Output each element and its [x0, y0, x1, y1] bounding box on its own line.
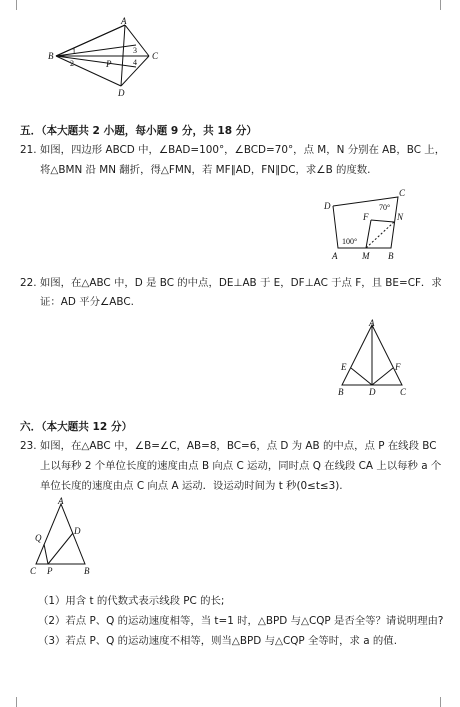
figure-q22 [334, 318, 414, 398]
corner-mark-top-left [6, 0, 17, 10]
q22-line-2: 证：AD 平分∠ABC. [40, 296, 134, 308]
q23-label-d: D [74, 526, 81, 536]
figure-q23 [28, 496, 98, 576]
q22-line-1: 22. 如图，在△ABC 中，D 是 BC 的中点，DE⊥AB 于 E，DF⊥AC 于点 F，且 BE=CF．求 [20, 277, 442, 289]
corner-mark-bottom-right [440, 697, 451, 707]
q23-line-3: 单位长度的速度由点 C 向点 A 运动．设运动时间为 t 秒(0≤t≤3). [40, 480, 343, 492]
figure-q21 [318, 186, 412, 262]
label-angle-3: 3 [133, 46, 137, 55]
q22-label-a: A [369, 318, 375, 328]
q21-label-c: C [399, 188, 406, 198]
label-p: P [106, 59, 112, 69]
label-d: D [118, 88, 125, 96]
label-angle-4: 4 [133, 58, 137, 67]
label-a: A [121, 16, 127, 26]
q23-label-q: Q [35, 533, 42, 543]
q23-line-1: 23. 如图，在△ABC 中，∠B=∠C，AB=8，BC=6，点 D 为 AB 的中点，点 P 在线段 BC [20, 440, 437, 452]
q21-label-m: M [362, 251, 370, 261]
q23-label-c: C [30, 566, 37, 576]
q21-angle-70: 70° [379, 203, 391, 212]
q21-label-d: D [324, 201, 331, 211]
q23-label-b: B [84, 566, 90, 576]
section-5-title: 五．（本大题共 2 小题，每小题 9 分，共 18 分） [20, 125, 257, 137]
q22-label-c: C [400, 387, 407, 397]
q21-line-2: 将△BMN 沿 MN 翻折，得△FMN，若 MF∥AD，FN∥DC，求∠B 的度数. [40, 164, 371, 176]
q21-line-1: 21. 如图，四边形 ABCD 中，∠BAD=100°，∠BCD=70°，点 M，N 分别在 AB，BC 上， [20, 144, 446, 156]
q22-label-d: D [369, 387, 376, 397]
corner-mark-top-right [440, 0, 451, 10]
label-b: B [48, 51, 54, 61]
q21-label-n: N [397, 212, 404, 222]
q22-label-f: F [395, 362, 401, 372]
label-c: C [152, 51, 159, 61]
q22-label-b: B [338, 387, 344, 397]
label-angle-2: 2 [70, 59, 74, 68]
q23-label-a: A [58, 496, 64, 506]
section-6-title: 六．（本大题共 12 分） [20, 421, 133, 433]
q21-label-a: A [332, 251, 338, 261]
figure-quadrilateral-abcd [48, 16, 168, 96]
q23-label-p: P [47, 566, 53, 576]
q21-angle-100: 100° [342, 237, 358, 246]
q21-label-f: F [363, 212, 369, 222]
q21-label-b: B [388, 251, 394, 261]
corner-mark-bottom-left [6, 697, 17, 707]
label-angle-1: 1 [72, 47, 76, 56]
q23-line-2: 上以每秒 2 个单位长度的速度由点 B 向点 C 运动，同时点 Q 在线段 CA 上以每秒 a 个 [40, 460, 442, 472]
q22-label-e: E [341, 362, 347, 372]
q23-sub-3: （3）若点 P、Q 的运动速度不相等，则当△BPD 与△CQP 全等时，求 a 的值. [38, 635, 397, 647]
q23-sub-2: （2）若点 P、Q 的运动速度相等，当 t=1 时，△BPD 与△CQP 是否全等？请说明理由? [38, 615, 444, 627]
q23-sub-1: （1）用含 t 的代数式表示线段 PC 的长; [38, 595, 225, 607]
